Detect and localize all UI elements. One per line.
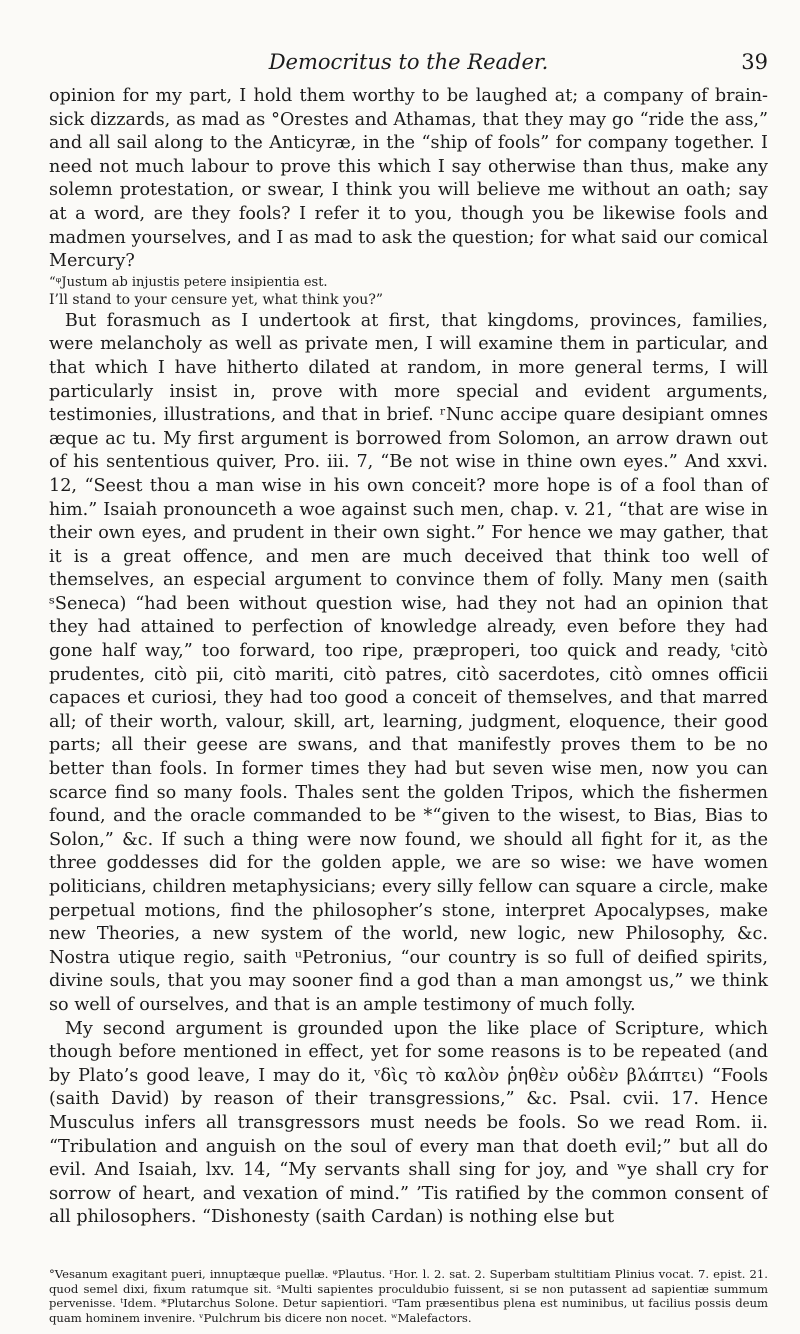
paragraph-2: But forasmuch as I undertook at first, that kingdoms, provinces, families, were melancholy as well as private men, I will examine them in particular, and that which I have hitherto dilated at random, in more general terms, I will particularly insist in, prove with more special and evident arguments, testimonies, illustrations, and that in brief. ʳNunc accipe quare desipiant omnes æque ac tu. My first argument is borrowed from Solomon, an arrow drawn out of his sententious quiver, Pro. iii. 7, “Be not wise in thine own eyes.” And xxvi. 12, “Seest thou a man wise in his own conceit? more hope is of a fool than of him.” Isaiah pronounceth a woe against such men, chap. v. 21, “that are wise in their own eyes, and prudent in their own sight.” For hence we may gather, that it is a great offence, and men are much deceived that think too well of themselves, an especial argument to convince them of folly. Many men (saith ˢSeneca) “had been without question wise, had they not had an opinion that they had attained to perfection of knowledge already, even before they had gone half way,” too forward, too ripe, præproperi, too quick and ready, ᵗcitò prudentes, citò pii, citò mariti, citò patres, citò sacerdotes, citò omnes officii capaces et curiosi, they had too good a conceit of themselves, and that marred all; of their worth, valour, skill, art, learning, judgment, eloquence, their good parts; all their geese are swans, and that manifestly proves them to be no better than fools. In former times they had but seven wise men, now you can scarce find so many fools. Thales sent the golden Tripos, which the fishermen found, and the oracle commanded to be *“given to the wisest, to Bias, Bias to Solon,” &c. If such a thing were now found, we should all fight for it, as the three goddesses did for the golden apple, we are so wise: we have women politicians, children metaphysicians; every silly fellow can square a circle, make perpetual motions, find the philosopher’s stone, interpret Apocalypses, make new Theories, a new system of the world, new logic, new Philosophy, &c. Nostra utique regio, saith ᵘPetronius, “our country is so full of deified spirits, divine souls, that you may sooner find a god than a man amongst us,” we think so well of ourselves, and that is an ample testimony of much folly. xyxy=(49,310,768,1015)
page-number: 39 xyxy=(741,50,768,74)
paragraph-3: My second argument is grounded upon the like place of Scripture, which though before mentioned in effect, yet for some reasons is to be repeated (and by Plato’s good leave, I may do it, ᵛδὶς τὸ καλὸν ῥηθὲν οὐδὲν βλάπτει) “Fools (saith David) by reason of their transgressions,” &c. Psal. cvii. 17. Hence Musculus infers all transgressors must needs be fools. So we read Rom. ii. “Tribulation and anguish on the soul of every man that doeth evil;” but all do evil. And Isaiah, lxv. 14, “My servants shall sing for joy, and ʷye shall cry for sorrow of heart, and vexation of mind.” ’Tis ratified by the common consent of all philosophers. “Dishonesty (saith Cardan) is nothing else but xyxy=(49,1018,768,1228)
paragraph-1: opinion for my part, I hold them worthy to be laughed at; a company of brain-sick dizzards, as mad as °Orestes and Athamas, that they may go “ride the ass,” and all sail along to the Anticyræ, in the “ship of fools” for company together. I need not much labour to prove this which I say otherwise than thus, make any solemn protestation, or swear, I think you will believe me without an oath; say at a word, are they fools? I refer it to you, though you be likewise fools and madmen yourselves, and I as mad to ask the question; for what said our comical Mercury? xyxy=(49,86,768,272)
main-text xyxy=(49,85,768,1230)
verse-english: I’ll stand to your censure yet, what think you?” xyxy=(49,291,383,308)
running-header xyxy=(49,50,768,76)
verse-latin: “ᵠJustum ab injustis petere insipientia est. xyxy=(49,274,328,290)
running-title: Democritus to the Reader. xyxy=(268,50,549,74)
footnotes: °Vesanum exagitant pueri, innuptæque puellæ. ᵠPlautus. ʳHor. l. 2. sat. 2. Superbam stultitiam Plinius vocat. 7. epist. 21. quod semel dixi, fixum ratumque sit. ˢMulti sapientes proculdubio fuissent, si se non putassent ad sapientiæ summum pervenisse. ᵗIdem. *Plutarchus Solone. Detur sapientiori. ᵘTam præsentibus plena est numinibus, ut facilius possis deum quam hominem invenire. ᵛPulchrum bis dicere non nocet. ʷMalefactors. xyxy=(49,1267,768,1325)
